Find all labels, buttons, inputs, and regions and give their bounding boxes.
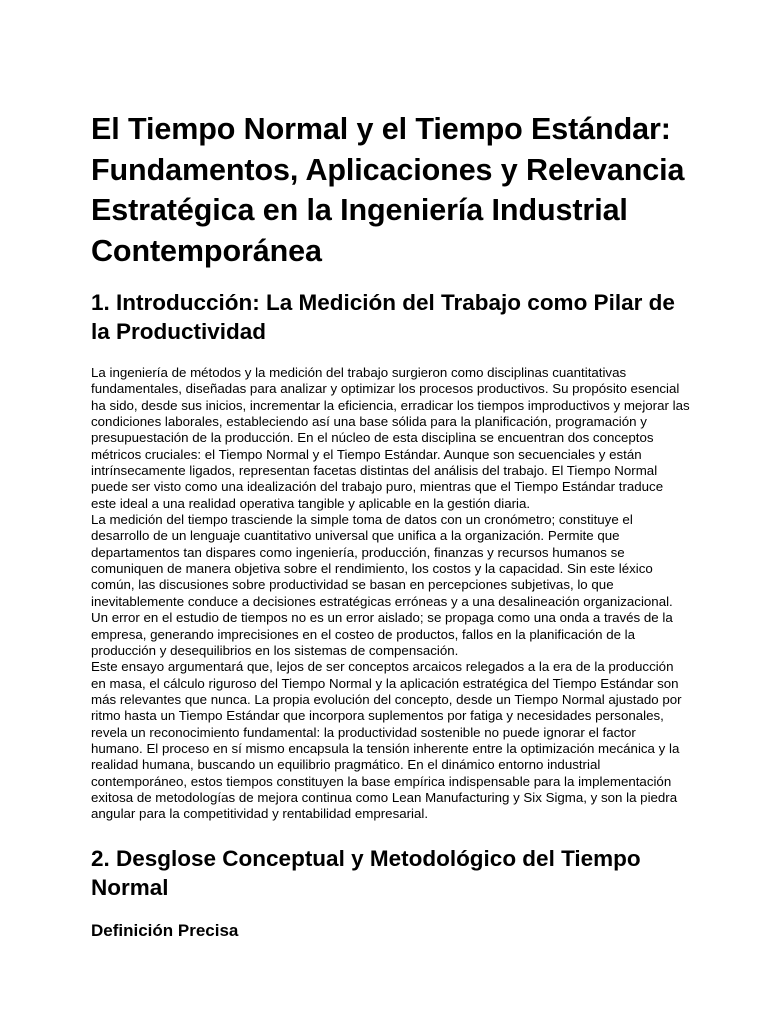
paragraph: Este ensayo argumentará que, lejos de ser conceptos arcaicos relegados a la era de la producción en masa, el cálculo riguroso del Tiempo Normal y la aplicación estratégica del Tiempo Estándar son más relevantes que nunca. La propia evolución del concepto, desde un Tiempo Normal ajustado por ritmo hasta un Tiempo Estándar que incorpora suplementos por fatiga y necesidades personales, revela un reconocimiento fundamental: la productividad sostenible no puede ignorar el factor humano. El proceso en sí mismo encapsula la tensión inherente entre la optimización mecánica y la realidad humana, buscando un equilibrio pragmático. En el dinámico entorno industrial contemporáneo, estos tiempos constituyen la base empírica indispensable para la implementación exitosa de metodologías de mejora continua como Lean Manufacturing y Six Sigma, y son la piedra angular para la competitividad y rentabilidad empresarial. bbox=[91, 659, 682, 822]
document-title: El Tiempo Normal y el Tiempo Estándar: Fundamentos, Aplicaciones y Relevancia Estratégica en la Ingeniería Industrial Contemporánea bbox=[91, 112, 685, 268]
section-1-body bbox=[91, 365, 691, 823]
document-page bbox=[91, 109, 691, 942]
paragraph: La ingeniería de métodos y la medición del trabajo surgieron como disciplinas cuantitativas fundamentales, diseñadas para analizar y optimizar los procesos productivos. Su propósito esencial ha sido, desde sus inicios, incrementar la eficiencia, erradicar los tiempos improductivos y mejorar las condiciones laborales, estableciendo así una base sólida para la planificación, programación y presupuestación de la producción. En el núcleo de esta disciplina se encuentran dos conceptos métricos cruciales: el Tiempo Normal y el Tiempo Estándar. Aunque son secuenciales y están intrínsecamente ligados, representan facetas distintas del análisis del trabajo. El Tiempo Normal puede ser visto como una idealización del trabajo puro, mientras que el Tiempo Estándar traduce este ideal a una realidad operativa tangible y aplicable en la gestión diaria. bbox=[91, 365, 690, 511]
section-2-heading: 2. Desglose Conceptual y Metodológico del Tiempo Normal bbox=[91, 845, 641, 900]
paragraph: La medición del tiempo trasciende la simple toma de datos con un cronómetro; constituye el desarrollo de un lenguaje cuantitativo universal que unifica a la organización. Permite que departamentos tan dispares como ingeniería, producción, finanzas y recursos humanos se comuniquen de manera objetiva sobre el rendimiento, los costos y la capacidad. Sin este léxico común, las discusiones sobre productividad se basan en percepciones subjetivas, lo que inevitablemente conduce a decisiones estratégicas erróneas y a una desalineación organizacional. Un error en el estudio de tiempos no es un error aislado; se propaga como una onda a través de la empresa, generando imprecisiones en el costeo de productos, fallos en la planificación de la producción y desequilibrios en los sistemas de compensación. bbox=[91, 512, 673, 658]
section-2-subheading: Definición Precisa bbox=[91, 920, 239, 940]
section-1-heading: 1. Introducción: La Medición del Trabajo como Pilar de la Productividad bbox=[91, 290, 675, 344]
